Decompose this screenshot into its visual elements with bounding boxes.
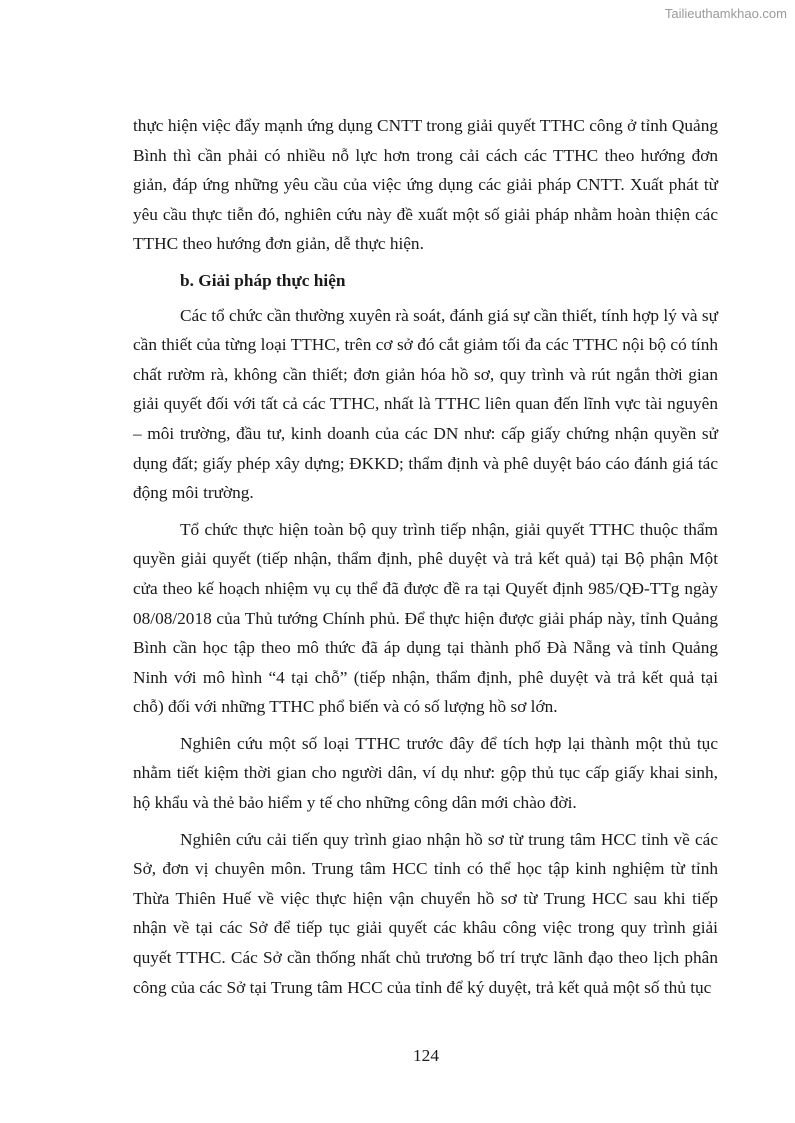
page-number: 124 xyxy=(413,1046,439,1065)
paragraph-one-stop-process: Tổ chức thực hiện toàn bộ quy trình tiếp nhận, giải quyết TTHC thuộc thẩm quyền giải quyết (tiếp nhận, thẩm định, phê duyệt và trả kết quả) tại Bộ phận Một cửa theo kế hoạch nhiệm vụ cụ thể đã được đề ra tại Quyết định 985/QĐ-TTg ngày 08/08/2018 của Thủ tướng Chính phủ. Để thực hiện được giải pháp này, tỉnh Quảng Bình cần học tập theo mô thức đã áp dụng tại thành phố Đà Nẵng và tỉnh Quảng Ninh với mô hình “4 tại chỗ” (tiếp nhận, thẩm định, phê duyệt và trả kết quả tại chỗ) đối với những TTHC phổ biến và có số lượng hồ sơ lớn. xyxy=(133,519,718,717)
watermark: Tailieuthamkhao.com xyxy=(664,6,787,21)
section-heading: b. Giải pháp thực hiện xyxy=(180,270,346,290)
paragraph-improve-delivery: Nghiên cứu cải tiến quy trình giao nhận hồ sơ từ trung tâm HCC tỉnh về các Sở, đơn vị chuyên môn. Trung tâm HCC tỉnh có thể học tập kinh nghiệm từ tỉnh Thừa Thiên Huế về việc thực hiện vận chuyển hồ sơ từ Trung HCC sau khi tiếp nhận về tại các Sở để tiếp tục giải quyết các khâu công việc trong quy trình giải quyết TTHC. Các Sở cần thống nhất chủ trương bố trí trực lãnh đạo theo lịch phân công của các Sở tại Trung tâm HCC của tỉnh để ký duyệt, trả kết quả một số thủ tục xyxy=(133,829,718,997)
page-body xyxy=(133,111,718,1002)
paragraph-intro-continuation: thực hiện việc đẩy mạnh ứng dụng CNTT trong giải quyết TTHC công ở tỉnh Quảng Bình thì cần phải có nhiều nỗ lực hơn trong cải cách các TTHC theo hướng đơn giản, đáp ứng những yêu cầu của việc ứng dụng các giải pháp CNTT. Xuất phát từ yêu cầu thực tiễn đó, nghiên cứu này đề xuất một số giải pháp nhằm hoàn thiện các TTHC theo hướng đơn giản, dễ thực hiện. xyxy=(133,116,718,254)
paragraph-review-procedures: Các tổ chức cần thường xuyên rà soát, đánh giá sự cần thiết, tính hợp lý và sự cần thiết của từng loại TTHC, trên cơ sở đó cắt giảm tối đa các TTHC nội bộ có tính chất rườm rà, không cần thiết; đơn giản hóa hồ sơ, quy trình và rút ngắn thời gian giải quyết đối với tất cả các TTHC, nhất là TTHC liên quan đến lĩnh vực tài nguyên – môi trường, đầu tư, kinh doanh của các DN như: cấp giấy chứng nhận quyền sử dụng đất; giấy phép xây dựng; ĐKKD; thẩm định và phê duyệt báo cáo đánh giá tác động môi trường. xyxy=(133,305,718,503)
paragraph-integrate-procedures: Nghiên cứu một số loại TTHC trước đây để tích hợp lại thành một thủ tục nhằm tiết kiệm thời gian cho người dân, ví dụ như: gộp thủ tục cấp giấy khai sinh, hộ khẩu và thẻ bảo hiểm y tế cho những công dân mới chào đời. xyxy=(133,733,718,813)
